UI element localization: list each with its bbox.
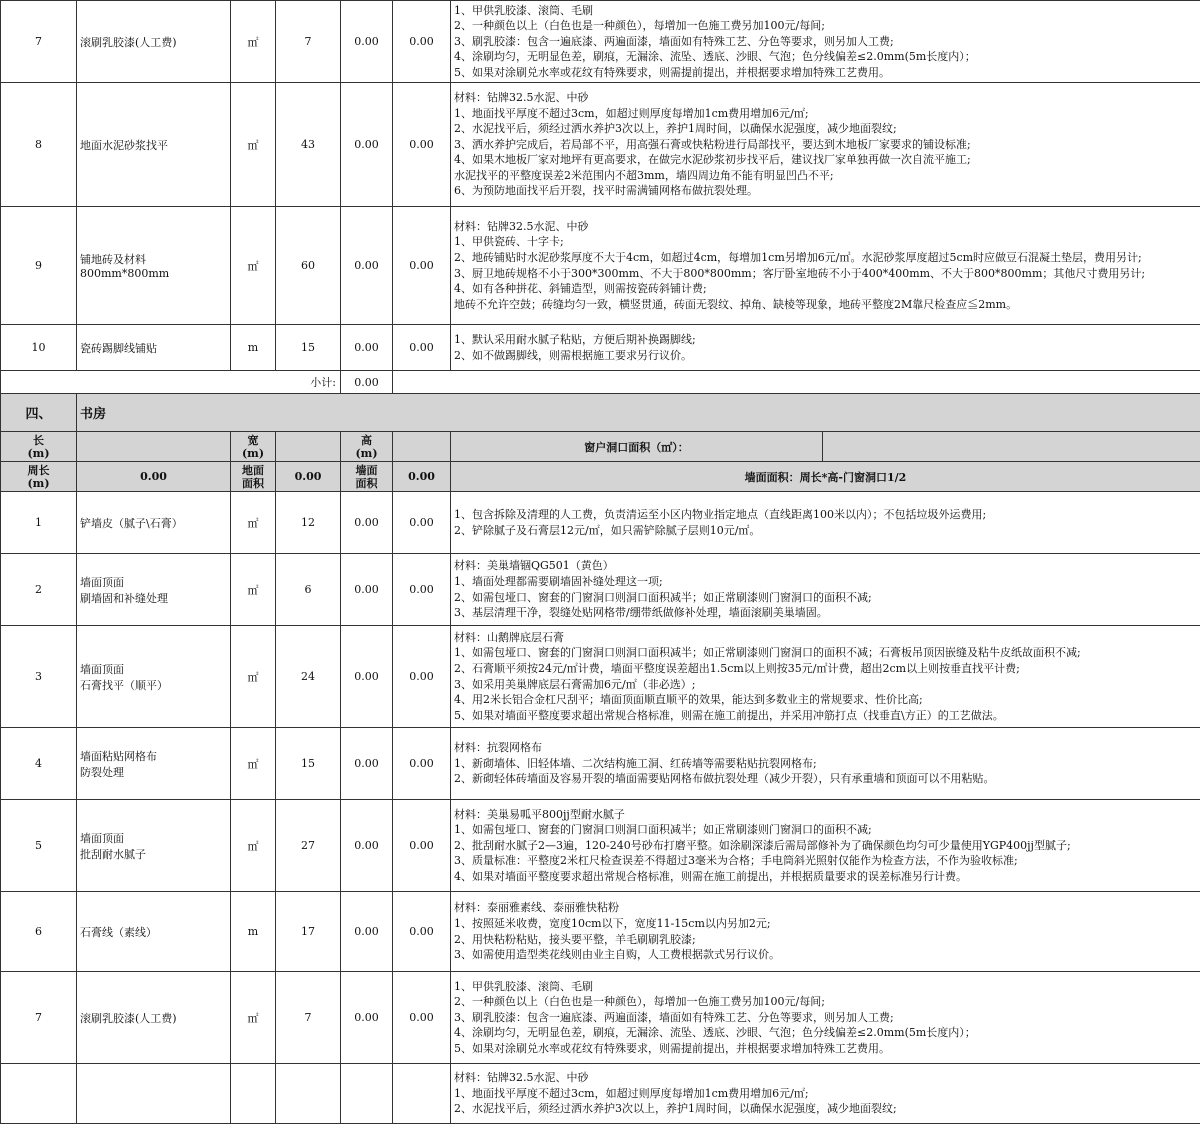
- description-line: 水泥找平的平整度误差2米范围内不超3mm，墙四周边角不能有明显凹凸不平;: [454, 168, 1200, 184]
- section-header: [1, 394, 1200, 432]
- item-price[interactable]: 0.00: [341, 1, 393, 83]
- item-total[interactable]: 0.00: [393, 728, 451, 800]
- wall-area-formula[interactable]: 墙面面积：周长*高-门窗洞口1/2: [451, 462, 1200, 492]
- item-price[interactable]: 0.00: [341, 728, 393, 800]
- description-line: 1、墙面处理都需要刷墙固补缝处理这一项;: [454, 574, 1200, 590]
- item-total[interactable]: 0.00: [393, 207, 451, 325]
- item-no[interactable]: 10: [1, 325, 77, 371]
- item-no[interactable]: 8: [1, 83, 77, 207]
- width-value[interactable]: [276, 432, 341, 462]
- description-line: 3、质量标准：平整度2米杠尺检查误差不得超过3毫米为合格；手电筒斜光照射仅能作为检查方法，不作为验收标准;: [454, 853, 1200, 869]
- description-line: 6、为预防地面找平后开裂，找平时需满铺网格布做抗裂处理。: [454, 183, 1200, 199]
- description-line: 2、地砖铺贴时水泥砂浆厚度不大于4cm，如超过4cm，每增加1cm另增加6元/㎡。水泥砂浆厚度超过5cm时应做豆石混凝土垫层，费用另计;: [454, 250, 1200, 266]
- description-line: 4、如果对墙面平整度要求超出常规合格标准，则需在施工前提出，并根据质量要求的误差标准另行计费。: [454, 869, 1200, 885]
- description-line: 2、水泥找平后，须经过洒水养护3次以上，养护1周时间，以确保水泥强度，减少地面裂纹;: [454, 121, 1200, 137]
- item-name-line: 刷墙固和补缝处理: [80, 590, 230, 606]
- item-name-line: 石膏找平（顺平）: [80, 677, 230, 693]
- description-line: 3、基层清理干净，裂缝处贴网格带/绷带纸做修补处理，墙面滚刷美巢墙固。: [454, 605, 1200, 621]
- item-name[interactable]: [77, 83, 231, 207]
- table-row: [1, 83, 1200, 207]
- item-qty[interactable]: 6: [276, 554, 341, 626]
- table-row: [1, 626, 1200, 728]
- description-line: 1、包含拆除及清理的人工费，负责清运至小区内物业指定地点（直线距离100米以内）；不包括垃圾外运费用;: [454, 507, 1200, 523]
- description-line: 4、涂刷均匀，无明显色差，刷痕，无漏涂、流坠、透底、沙眼、气泡；色分线偏差≤2.0mm(5m长度内）；: [454, 49, 1200, 65]
- item-name-line: 墙面顶面: [80, 661, 230, 677]
- item-description[interactable]: [451, 325, 1200, 371]
- description-line: 2、一种颜色以上（白色也是一种颜色），每增加一色施工费另加100元/每间;: [454, 994, 1200, 1010]
- item-description[interactable]: [451, 1064, 1200, 1124]
- item-total[interactable]: 0.00: [393, 492, 451, 554]
- item-name[interactable]: [77, 892, 231, 972]
- description-line: 5、如果对墙面平整度要求超出常规合格标准，则需在施工前提出，并采用冲筋打点（找垂直\方正）的工艺做法。: [454, 708, 1200, 724]
- item-name-line: 墙面顶面: [80, 830, 230, 846]
- item-qty[interactable]: [276, 1064, 341, 1124]
- area-header-row: [1, 462, 1200, 492]
- description-line: 2、铲除腻子及石膏层12元/㎡，如只需铲除腻子层则10元/㎡。: [454, 523, 1200, 539]
- table-row: [1, 1, 1200, 83]
- description-line: 材料：钻牌32.5水泥、中砂: [454, 1070, 1200, 1086]
- description-line: 1、甲供乳胶漆、滚筒、毛刷: [454, 3, 1200, 19]
- item-price[interactable]: 0.00: [341, 207, 393, 325]
- item-unit[interactable]: m: [231, 892, 276, 972]
- wall-area-label[interactable]: 墙面 面积: [341, 462, 393, 492]
- item-unit[interactable]: ㎡: [231, 83, 276, 207]
- item-description[interactable]: [451, 207, 1200, 325]
- item-total[interactable]: 0.00: [393, 626, 451, 728]
- window-area-label[interactable]: 窗户洞口面积（㎡）：: [451, 432, 823, 462]
- height-label[interactable]: 高 (m): [341, 432, 393, 462]
- item-price[interactable]: 0.00: [341, 800, 393, 892]
- description-line: 2、水泥找平后，须经过洒水养护3次以上，养护1周时间，以确保水泥强度，减少地面裂纹;: [454, 1101, 1200, 1117]
- item-price[interactable]: 0.00: [341, 325, 393, 371]
- table-row: [1, 325, 1200, 371]
- description-line: 材料：美巢易呱平800jj型耐水腻子: [454, 807, 1200, 823]
- description-line: 地砖不允许空鼓；砖缝均匀一致，横竖贯通，砖面无裂纹、掉角、缺棱等现象，地砖平整度2M靠尺检查应≦2mm。: [454, 297, 1200, 313]
- item-price[interactable]: [341, 1064, 393, 1124]
- item-price[interactable]: 0.00: [341, 83, 393, 207]
- item-description[interactable]: [451, 83, 1200, 207]
- item-description[interactable]: [451, 554, 1200, 626]
- item-no[interactable]: 6: [1, 892, 77, 972]
- description-line: 4、如果木地板厂家对地坪有更高要求，在做完水泥砂浆初步找平后，建议找厂家单独再做一次自流平施工;: [454, 152, 1200, 168]
- item-price[interactable]: 0.00: [341, 554, 393, 626]
- item-name-line: 铺地砖及材料: [80, 251, 230, 267]
- item-no[interactable]: 9: [1, 207, 77, 325]
- description-line: 3、厨卫地砖规格不小于300*300mm、不大于800*800mm；客厅卧室地砖不小于400*400mm、不大于800*800mm；其他尺寸费用另计;: [454, 266, 1200, 282]
- description-line: 3、刷乳胶漆：包含一遍底漆、两遍面漆，墙面如有特殊工艺、分色等要求，则另加人工费;: [454, 34, 1200, 50]
- description-line: 2、批刮耐水腻子2—3遍，120-240号砂布打磨平整。如涂刷深漆后需局部修补为了确保颜色均匀可少量使用YGP400jj型腻子;: [454, 838, 1200, 854]
- description-line: 材料：抗裂网格布: [454, 740, 1200, 756]
- description-line: 2、一种颜色以上（白色也是一种颜色），每增加一色施工费另加100元/每间;: [454, 18, 1200, 34]
- item-no[interactable]: 1: [1, 492, 77, 554]
- item-qty[interactable]: 7: [276, 1, 341, 83]
- length-value[interactable]: [77, 432, 231, 462]
- item-no[interactable]: 7: [1, 1, 77, 83]
- description-line: 3、刷乳胶漆：包含一遍底漆、两遍面漆，墙面如有特殊工艺、分色等要求，则另加人工费;: [454, 1010, 1200, 1026]
- item-qty[interactable]: 60: [276, 207, 341, 325]
- description-line: 1、如需包垭口、窗套的门窗洞口则洞口面积减半；如正常刷漆则门窗洞口的面积不减;: [454, 822, 1200, 838]
- description-line: 2、石膏顺平须按24元/㎡计费，墙面平整度误差超出1.5cm以上则按35元/㎡计费，超出2cm以上则按垂直找平计费;: [454, 661, 1200, 677]
- item-unit[interactable]: [231, 1064, 276, 1124]
- description-line: 2、新砌轻体砖墙面及容易开裂的墙面需要贴网格布做抗裂处理（减少开裂），只有承重墙和顶面可以不用粘贴。: [454, 771, 1200, 787]
- subtotal-row: [1, 371, 1200, 394]
- description-line: 4、用2米长铝合金杠尺刮平；墙面顶面顺直顺平的效果，能达到多数业主的常规要求、性价比高;: [454, 692, 1200, 708]
- item-description[interactable]: [451, 626, 1200, 728]
- item-unit[interactable]: ㎡: [231, 1, 276, 83]
- floor-area-label[interactable]: 地面 面积: [231, 462, 276, 492]
- item-total[interactable]: 0.00: [393, 1, 451, 83]
- item-name-line: 墙面粘贴网格布: [80, 748, 230, 764]
- description-line: 3、洒水养护完成后，若局部不平，用高强石膏或快粘粉进行局部找平，要达到木地板厂家要求的铺设标准;: [454, 137, 1200, 153]
- description-line: 1、甲供瓷砖、十字卡;: [454, 234, 1200, 250]
- description-line: 4、涂刷均匀，无明显色差，刷痕，无漏涂、流坠、透底、沙眼、气泡；色分线偏差≤2.0mm(5m长度内）；: [454, 1025, 1200, 1041]
- description-line: 材料：美巢墙锢QG501（黄色）: [454, 558, 1200, 574]
- description-line: 2、如需包垭口、窗套的门窗洞口则洞口面积减半；如正常刷漆则门窗洞口的面积不减;: [454, 590, 1200, 606]
- description-line: 5、如果对涂刷兑水率或花纹有特殊要求，则需提前提出，并根据要求增加特殊工艺费用。: [454, 65, 1200, 81]
- item-unit[interactable]: ㎡: [231, 728, 276, 800]
- item-name-line: 瓷砖踢脚线铺贴: [80, 340, 230, 356]
- item-no[interactable]: 3: [1, 626, 77, 728]
- description-line: 1、地面找平厚度不超过3cm，如超过则厚度每增加1cm费用增加6元/㎡;: [454, 1086, 1200, 1102]
- item-qty[interactable]: 7: [276, 972, 341, 1064]
- item-qty[interactable]: 15: [276, 325, 341, 371]
- item-no[interactable]: 5: [1, 800, 77, 892]
- item-name[interactable]: [77, 972, 231, 1064]
- width-label[interactable]: 宽 (m): [231, 432, 276, 462]
- description-line: 材料：山鹅牌底层石膏: [454, 630, 1200, 646]
- description-line: 1、按照延米收费，宽度10cm以下，宽度11-15cm以内另加2元;: [454, 916, 1200, 932]
- item-total[interactable]: 0.00: [393, 83, 451, 207]
- item-price[interactable]: 0.00: [341, 626, 393, 728]
- item-total[interactable]: 0.00: [393, 972, 451, 1064]
- perimeter-label[interactable]: 周长 (m): [1, 462, 77, 492]
- item-unit[interactable]: ㎡: [231, 972, 276, 1064]
- description-line: 3、如需使用造型类花线则由业主自购，人工费根据款式另行议价。: [454, 947, 1200, 963]
- item-name-line: 墙面顶面: [80, 574, 230, 590]
- item-name[interactable]: [77, 207, 231, 325]
- description-line: 1、如需包垭口、窗套的门窗洞口则洞口面积减半；如正常刷漆则门窗洞口的面积不减；石膏板吊顶因嵌缝及粘牛皮纸故面积不减;: [454, 645, 1200, 661]
- item-name-line: 石膏线（素线）: [80, 924, 230, 940]
- item-total[interactable]: 0.00: [393, 892, 451, 972]
- item-name[interactable]: [77, 800, 231, 892]
- section-title[interactable]: 书房: [77, 394, 1200, 432]
- subtotal-value[interactable]: 0.00: [341, 371, 393, 394]
- item-no[interactable]: 2: [1, 554, 77, 626]
- item-description[interactable]: [451, 1, 1200, 83]
- section-number[interactable]: 四、: [1, 394, 77, 432]
- item-qty[interactable]: 27: [276, 800, 341, 892]
- item-name-line: 批刮耐水腻子: [80, 846, 230, 862]
- item-description[interactable]: [451, 892, 1200, 972]
- window-area-value[interactable]: [823, 432, 1200, 462]
- item-name-line: 地面水泥砂浆找平: [80, 137, 230, 153]
- description-line: 3、如采用美巢牌底层石膏需加6元/㎡（非必选）;: [454, 677, 1200, 693]
- description-line: 1、甲供乳胶漆、滚筒、毛刷: [454, 979, 1200, 995]
- item-unit[interactable]: ㎡: [231, 800, 276, 892]
- item-name[interactable]: [77, 728, 231, 800]
- description-line: 材料：泰丽雅素线、泰丽雅快粘粉: [454, 900, 1200, 916]
- item-unit[interactable]: ㎡: [231, 554, 276, 626]
- item-total[interactable]: 0.00: [393, 325, 451, 371]
- item-no[interactable]: 7: [1, 972, 77, 1064]
- item-unit[interactable]: ㎡: [231, 492, 276, 554]
- item-name[interactable]: [77, 492, 231, 554]
- item-total[interactable]: 0.00: [393, 554, 451, 626]
- description-line: 材料：钻牌32.5水泥、中砂: [454, 90, 1200, 106]
- perimeter-value[interactable]: 0.00: [77, 462, 231, 492]
- item-no[interactable]: [1, 1064, 77, 1124]
- item-qty[interactable]: 24: [276, 626, 341, 728]
- item-qty[interactable]: 43: [276, 83, 341, 207]
- subtotal-blank[interactable]: [393, 371, 1200, 394]
- item-price[interactable]: 0.00: [341, 492, 393, 554]
- item-name[interactable]: [77, 325, 231, 371]
- item-description[interactable]: [451, 728, 1200, 800]
- item-unit[interactable]: ㎡: [231, 626, 276, 728]
- subtotal-spacer[interactable]: 小计:: [1, 371, 341, 394]
- item-qty[interactable]: 17: [276, 892, 341, 972]
- description-line: 2、用快粘粉粘贴，接头要平整，羊毛刷刷乳胶漆;: [454, 932, 1200, 948]
- item-name[interactable]: [77, 1064, 231, 1124]
- floor-area-value[interactable]: 0.00: [276, 462, 341, 492]
- item-name-line: 滚刷乳胶漆(人工费): [80, 1010, 230, 1026]
- description-line: 材料：钻牌32.5水泥、中砂: [454, 219, 1200, 235]
- item-price[interactable]: 0.00: [341, 892, 393, 972]
- dimension-header-row: [1, 432, 1200, 462]
- item-name-line: 防裂处理: [80, 764, 230, 780]
- item-name[interactable]: [77, 554, 231, 626]
- table-row: [1, 554, 1200, 626]
- item-name-line: 滚刷乳胶漆(人工费): [80, 34, 230, 50]
- item-unit[interactable]: ㎡: [231, 207, 276, 325]
- table-row: [1, 892, 1200, 972]
- length-label[interactable]: 长 (m): [1, 432, 77, 462]
- item-qty[interactable]: 15: [276, 728, 341, 800]
- item-name-line: 铲墙皮（腻子\石膏）: [80, 515, 230, 531]
- item-qty[interactable]: 12: [276, 492, 341, 554]
- item-name-line: 800mm*800mm: [80, 267, 230, 280]
- description-line: 1、地面找平厚度不超过3cm，如超过则厚度每增加1cm费用增加6元/㎡;: [454, 106, 1200, 122]
- description-line: 5、如果对涂刷兑水率或花纹有特殊要求，则需提前提出，并根据要求增加特殊工艺费用。: [454, 1041, 1200, 1057]
- item-description[interactable]: [451, 492, 1200, 554]
- item-name[interactable]: [77, 626, 231, 728]
- item-total[interactable]: [393, 1064, 451, 1124]
- item-description[interactable]: [451, 972, 1200, 1064]
- item-no[interactable]: 4: [1, 728, 77, 800]
- height-value[interactable]: [393, 432, 451, 462]
- description-line: 4、如有各种拼花、斜铺造型，则需按瓷砖斜铺计费;: [454, 281, 1200, 297]
- table-row: [1, 972, 1200, 1064]
- item-price[interactable]: 0.00: [341, 972, 393, 1064]
- table-row: [1, 1064, 1200, 1124]
- description-line: 1、默认采用耐水腻子粘贴，方便后期补换踢脚线;: [454, 332, 1200, 348]
- table-row: [1, 800, 1200, 892]
- table-row: [1, 492, 1200, 554]
- description-line: 2、如不做踢脚线，则需根据施工要求另行议价。: [454, 348, 1200, 364]
- wall-area-value[interactable]: 0.00: [393, 462, 451, 492]
- item-unit[interactable]: m: [231, 325, 276, 371]
- item-name[interactable]: [77, 1, 231, 83]
- description-line: 1、新砌墙体、旧轻体墙、二次结构施工洞、红砖墙等需要粘贴抗裂网格布;: [454, 756, 1200, 772]
- item-description[interactable]: [451, 800, 1200, 892]
- table-row: [1, 728, 1200, 800]
- item-total[interactable]: 0.00: [393, 800, 451, 892]
- table-row: [1, 207, 1200, 325]
